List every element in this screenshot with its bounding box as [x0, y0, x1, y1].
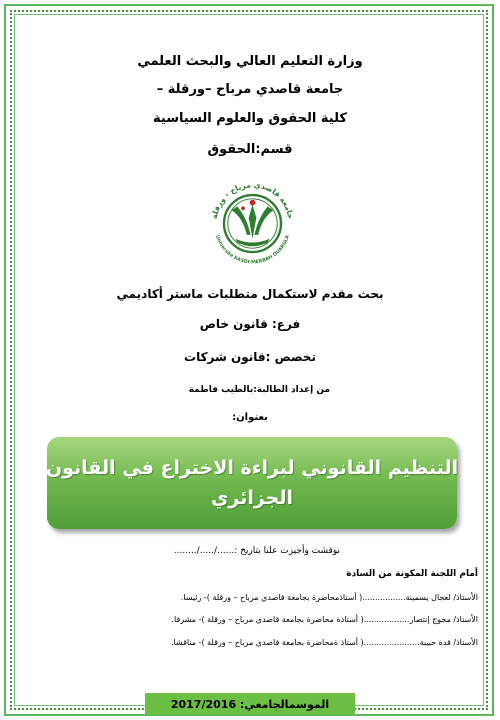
committee-member-supervisor: الأستاذ/ مجوج إنتصار..................( أستاذة محاضرة بجامعة قاصدي مرباح – ورقلة )- مشرفا. — [171, 615, 478, 624]
committee-title: أمام اللجنة المكونة من السادة — [346, 569, 478, 579]
title-intro: بعنوان: — [232, 412, 268, 423]
seal-french-text: Université KASDI-MERBAH OUARGLA — [214, 234, 291, 266]
academic-year: الموسمالجامعي: 2017/2016 — [170, 697, 330, 711]
thesis-title-line-2: الجزائري — [210, 487, 294, 509]
committee-member-president: الأستاذ/ لعجال يسمينة.................( أستاذمحاضرة بجامعة قاصدي مرباح – ورقلة )- رئيسا. — [180, 593, 478, 602]
university-seal-icon — [205, 176, 300, 271]
academic-year-bar — [145, 693, 355, 715]
prepared-by: من إعداد الطالبة:بالطيب فاطمة — [188, 385, 330, 395]
ministry-name: وزارة التعليم العالي والبحث العلمي — [137, 54, 363, 69]
discussion-date: نوقشت وأجيزت علنا بتاريخ :....../...../........ — [173, 546, 340, 556]
specialty: تخصص :قانون شركات — [184, 350, 316, 364]
university-name: جامعة قاصدي مرباح –ورقلة – — [156, 82, 344, 97]
faculty-name: كلية الحقوق والعلوم السياسية — [153, 111, 347, 126]
thesis-purpose: بحث مقدم لاستكمال متطلبات ماستر أكاديمي — [116, 287, 384, 301]
department-name: قسم:الحقوق — [207, 142, 293, 157]
thesis-title-line-1: التنظيم القانوني لبراءة الاختراع في القانون — [45, 457, 459, 479]
branch: فرع: قانون خاص — [199, 317, 301, 331]
committee-member-examiner: الأستاذ/ قدة حبيبة......................( أستاذ ةمحاضرة بجامعة قاصدي مرباح – ورقلة )- مناقشا. — [170, 638, 478, 647]
thesis-title-box — [47, 437, 457, 529]
seal-arabic-text: جامعة قاصدي مرباح - ورقلة — [209, 180, 296, 220]
